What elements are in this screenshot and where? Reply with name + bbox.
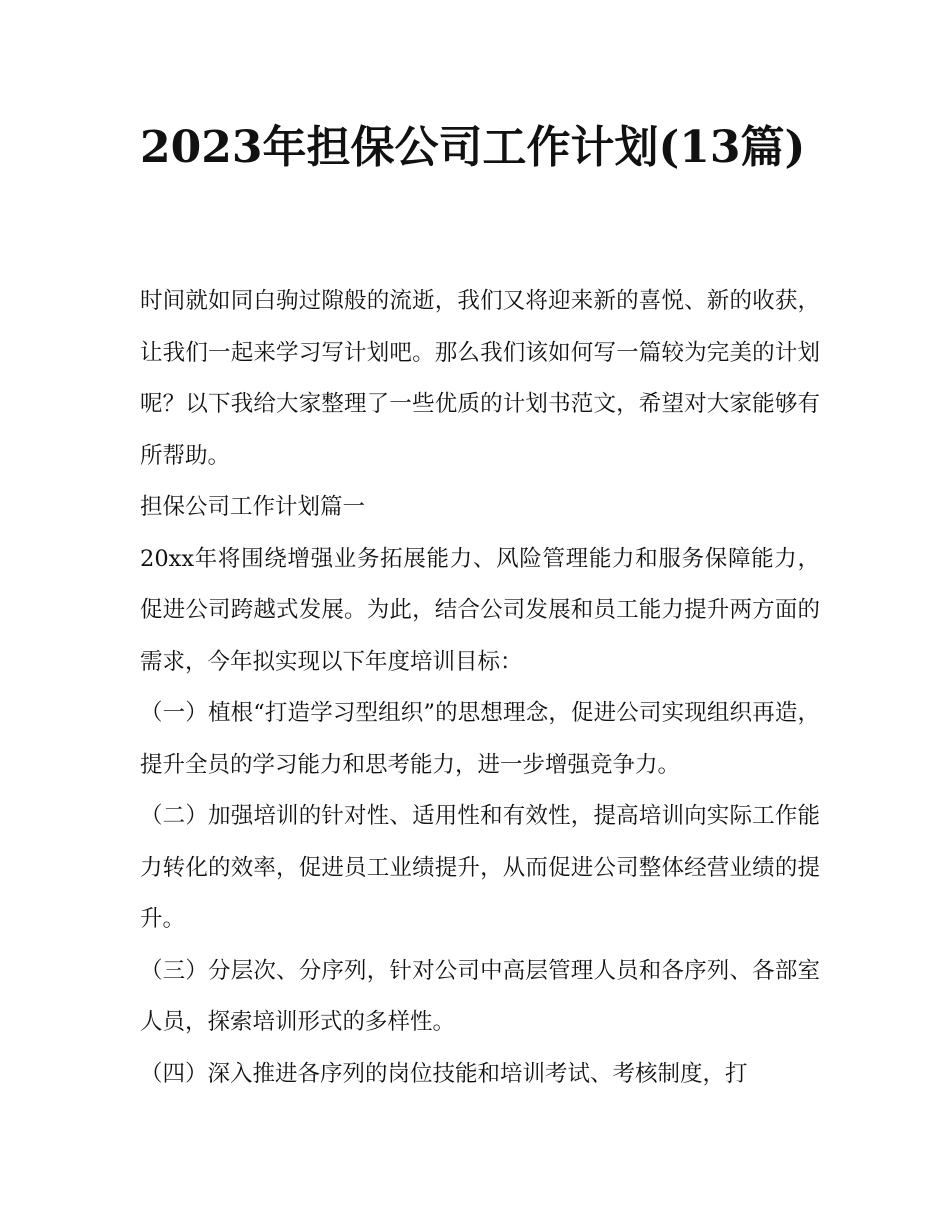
document-title: 2023年担保公司工作计划(13篇) xyxy=(140,122,806,173)
list-item-2: （二）加强培训的针对性、适用性和有效性，提高培训向实际工作能力转化的效率，促进员工业绩提升，从而促进公司整体经营业绩的提升。 xyxy=(140,803,820,932)
document-body xyxy=(140,276,820,1100)
intro-paragraph: 时间就如同白驹过隙般的流逝，我们又将迎来新的喜悦、新的收获，让我们一起来学习写计划吧。那么我们该如何写一篇较为完美的计划呢？以下我给大家整理了一些优质的计划书范文，希望对大家能够有所帮助。 xyxy=(140,288,820,469)
list-item-1: （一）植根“打造学习型组织”的思想理念，促进公司实现组织再造，提升全员的学习能力和思考能力，进一步增强竞争力。 xyxy=(140,700,820,778)
list-item-3: （三）分层次、分序列，针对公司中高层管理人员和各序列、各部室人员，探索培训形式的多样性。 xyxy=(140,957,820,1035)
list-item-4: （四）深入推进各序列的岗位技能和培训考试、考核制度，打 xyxy=(140,1060,748,1087)
body-paragraph: 20xx年将围绕增强业务拓展能力、风险管理能力和服务保障能力，促进公司跨越式发展。为此，结合公司发展和员工能力提升两方面的需求，今年拟实现以下年度培训目标： xyxy=(140,545,820,675)
section-heading: 担保公司工作计划篇一 xyxy=(140,494,366,520)
